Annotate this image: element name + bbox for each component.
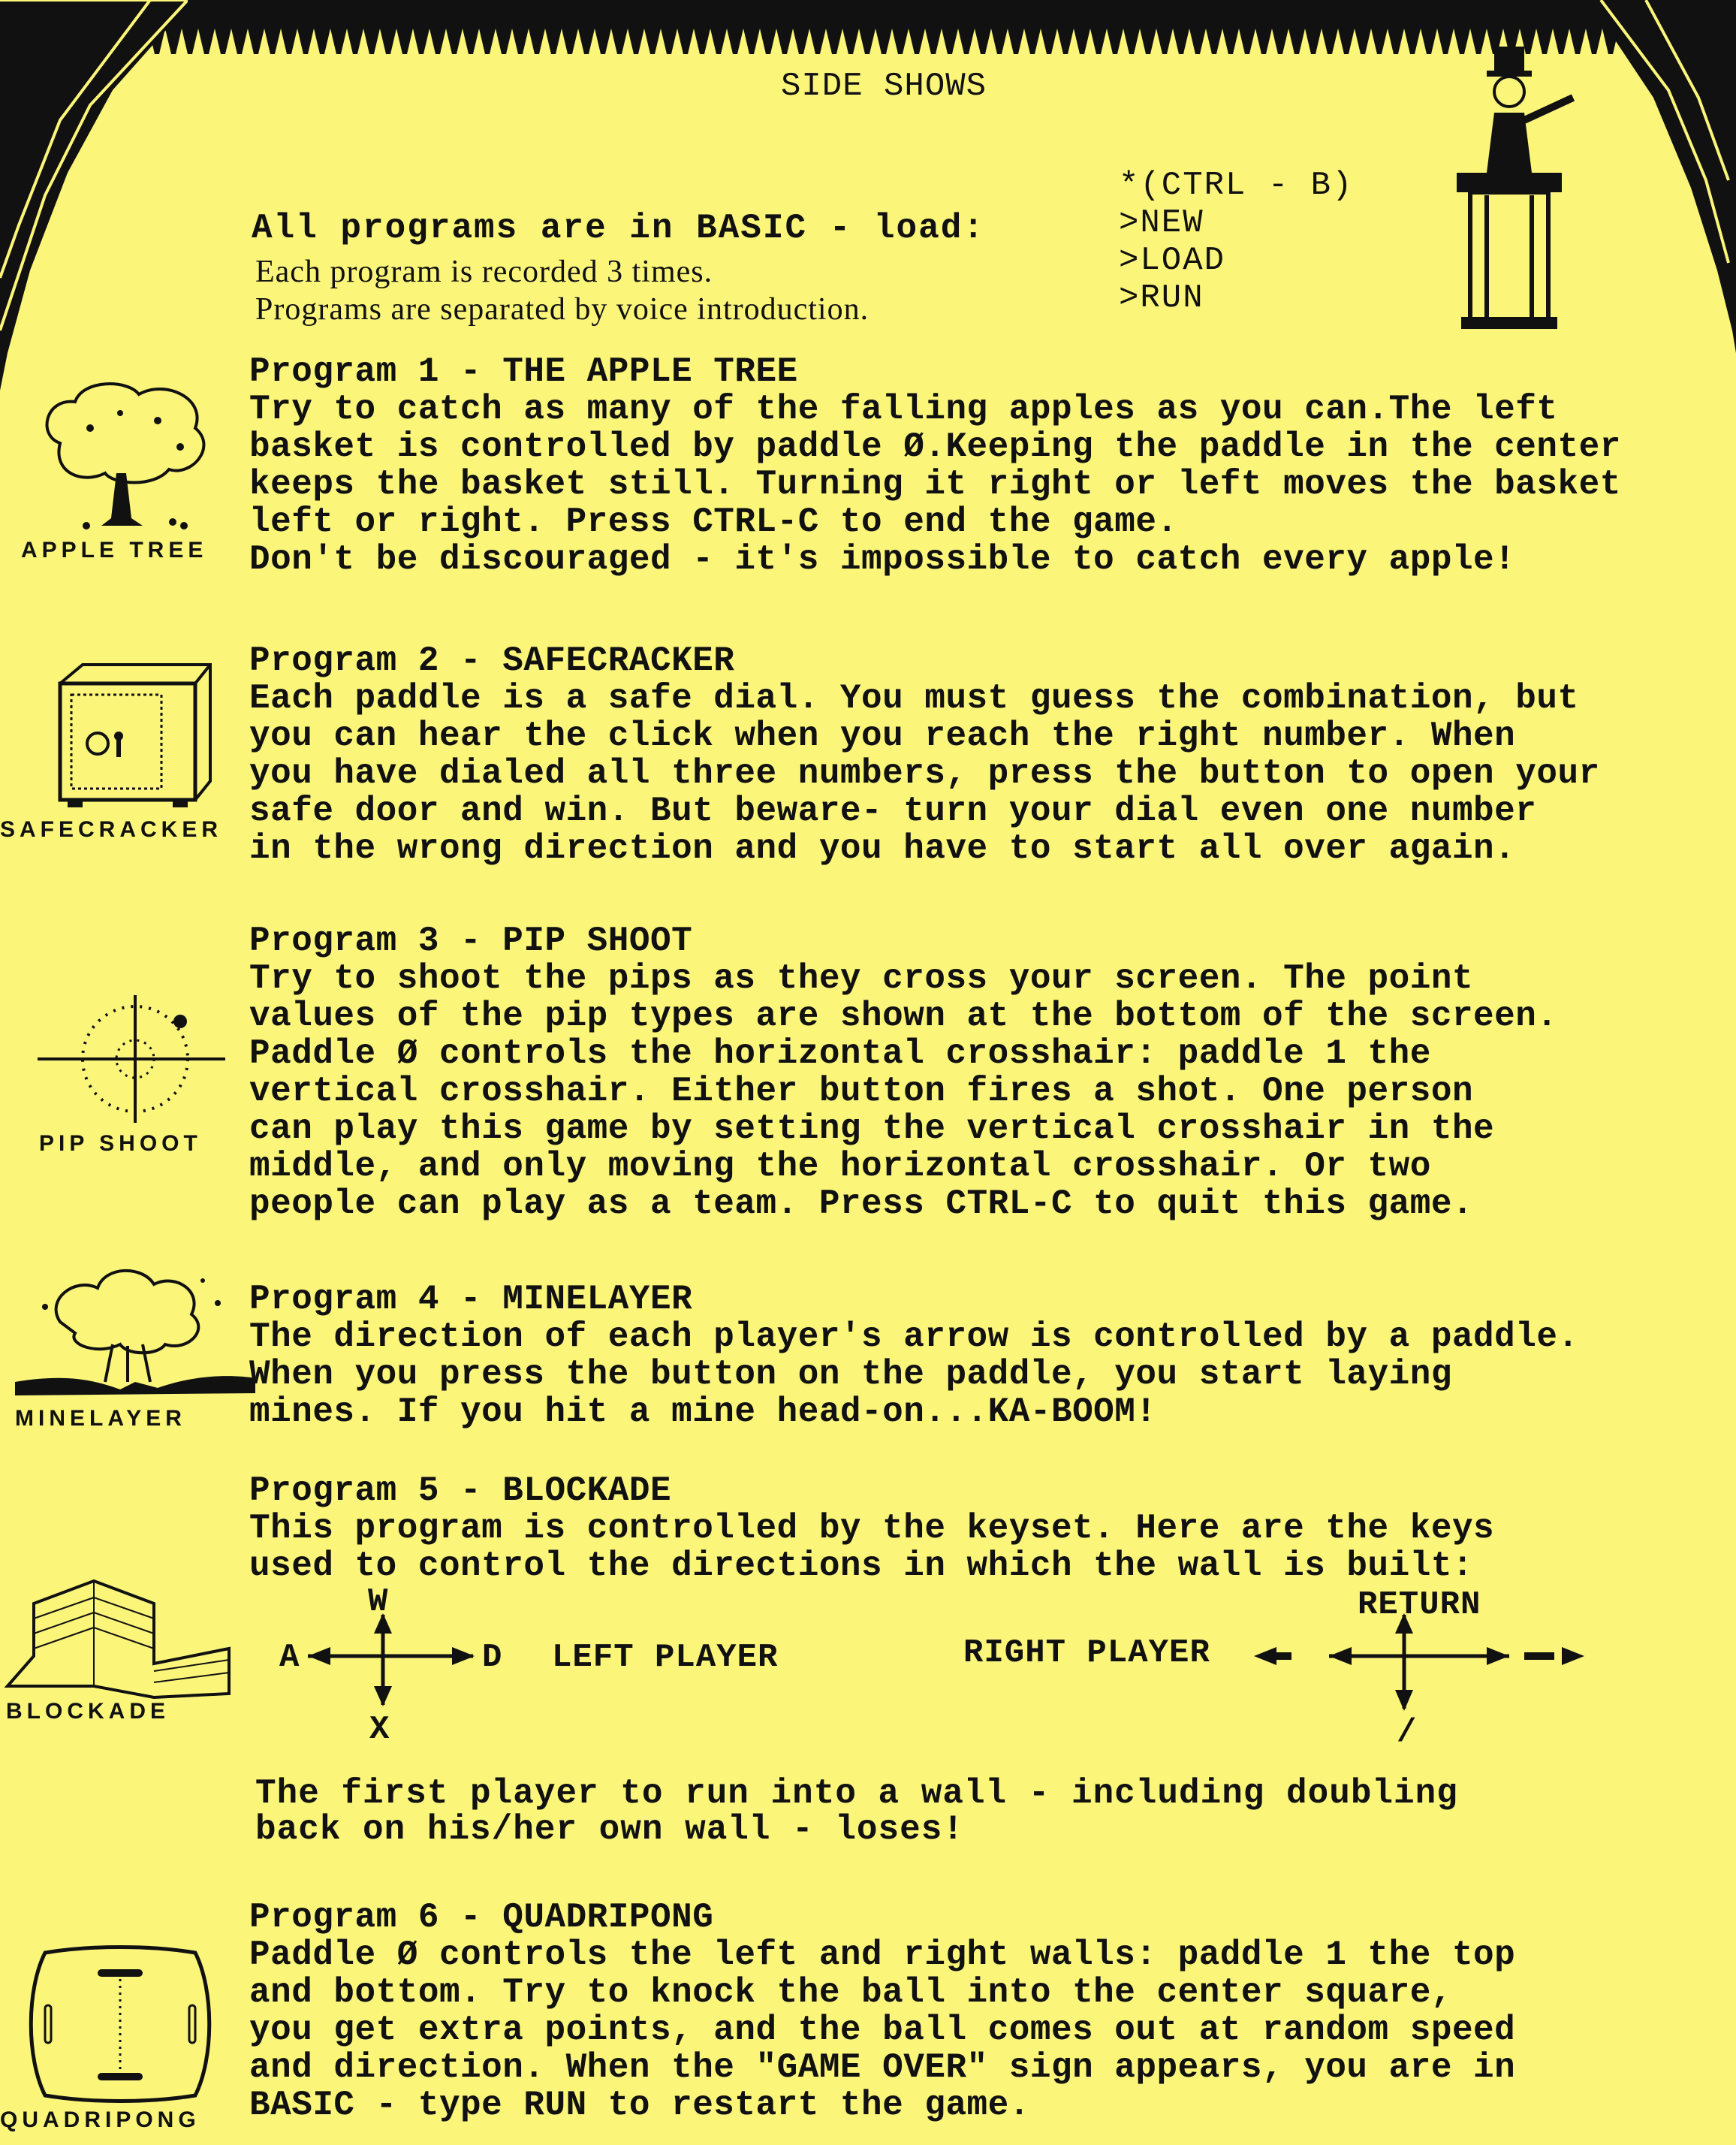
fringe-tassel bbox=[396, 29, 413, 54]
program-6-heading: Program 6 - QUADRIPONG bbox=[249, 1898, 714, 1937]
fringe-tassel bbox=[1272, 29, 1288, 54]
right-player-label: RIGHT PLAYER bbox=[963, 1634, 1210, 1672]
program-1-line: left or right. Press CTRL-C to end the game. bbox=[249, 502, 1178, 542]
program-6 bbox=[249, 1899, 1721, 2124]
icon-label-pip-shoot: PIP SHOOT bbox=[39, 1131, 202, 1156]
program-2-heading: Program 2 - SAFECRACKER bbox=[249, 641, 735, 680]
program-4-heading: Program 4 - MINELAYER bbox=[249, 1280, 693, 1319]
fringe-tassel bbox=[496, 29, 512, 54]
key-w: W bbox=[368, 1583, 389, 1621]
blockade-rule-line: The first player to run into a wall - including doubling bbox=[255, 1774, 1458, 1813]
fringe-tassel bbox=[628, 29, 644, 54]
icon-label-safecracker: SAFECRACKER bbox=[0, 817, 223, 842]
fringe-tassel bbox=[215, 29, 231, 54]
fringe-tassel bbox=[859, 29, 876, 54]
auctioneer-podium-icon bbox=[1442, 45, 1577, 330]
program-6-line: you get extra points, and the ball comes out at random speed bbox=[249, 2011, 1516, 2050]
recording-note: Each program is recorded 3 times. bbox=[255, 255, 713, 289]
fringe-tassel bbox=[545, 29, 562, 54]
fringe-tassel bbox=[1371, 29, 1388, 54]
fringe-tassel bbox=[1156, 29, 1173, 54]
fringe-tassel bbox=[1222, 29, 1239, 54]
crosshair-icon bbox=[38, 991, 233, 1127]
fringe-tassel bbox=[677, 29, 694, 54]
fringe-tassel bbox=[1239, 29, 1255, 54]
fringe-tassel bbox=[991, 29, 1008, 54]
program-1-line: basket is controlled by paddle Ø.Keeping the paddle in the center bbox=[249, 427, 1621, 466]
key-return: RETURN bbox=[1358, 1586, 1481, 1624]
fringe-tassel bbox=[892, 29, 909, 54]
program-2-line: you have dialed all three numbers, press the button to open your bbox=[249, 754, 1600, 793]
fringe-tassel bbox=[297, 29, 314, 54]
program-1-line: Try to catch as many of the falling apples as you can.The left bbox=[249, 390, 1558, 429]
fringe-tassel bbox=[380, 29, 396, 54]
key-a: A bbox=[279, 1639, 300, 1676]
key-x: X bbox=[369, 1711, 390, 1748]
fringe-tassel bbox=[264, 29, 281, 54]
icon-label-blockade: BLOCKADE bbox=[6, 1699, 170, 1724]
fringe-tassel bbox=[512, 29, 529, 54]
program-4 bbox=[249, 1281, 1721, 1431]
program-5 bbox=[249, 1472, 1721, 1585]
program-5-line: used to control the directions in which the wall is built: bbox=[249, 1546, 1474, 1585]
program-2-line: you can hear the click when you reach the right number. When bbox=[249, 717, 1516, 756]
program-3-line: can play this game by setting the vertical crosshair in the bbox=[249, 1109, 1495, 1148]
program-6-line: Paddle Ø controls the left and right walls: paddle 1 the top bbox=[249, 1935, 1516, 1975]
program-3-line: Try to shoot the pips as they cross your screen. The point bbox=[249, 959, 1474, 998]
fringe-tassel bbox=[1388, 29, 1404, 54]
program-1-line: keeps the basket still. Turning it right or left moves the basket bbox=[249, 465, 1621, 504]
program-6-line: BASIC - type RUN to restart the game. bbox=[249, 2086, 1030, 2125]
fringe-tassel bbox=[1107, 29, 1123, 54]
fringe-tassel bbox=[793, 29, 809, 54]
command-new: >NEW bbox=[1119, 204, 1204, 242]
program-1-heading: Program 1 - THE APPLE TREE bbox=[249, 352, 798, 391]
fringe-tassel bbox=[363, 29, 380, 54]
command-load: >LOAD bbox=[1119, 242, 1226, 279]
fringe-tassel bbox=[479, 29, 496, 54]
fringe-tassel bbox=[347, 29, 363, 54]
fringe-tassel bbox=[1189, 29, 1206, 54]
fringe-tassel bbox=[595, 29, 611, 54]
brick-wall-icon bbox=[4, 1573, 237, 1701]
apple-tree-icon bbox=[30, 376, 225, 533]
fringe-tassel bbox=[198, 29, 215, 54]
fringe-tassel bbox=[330, 29, 347, 54]
load-instruction: All programs are in BASIC - load: bbox=[252, 209, 985, 248]
fringe-tassel bbox=[1421, 29, 1437, 54]
fringe-tassel bbox=[1123, 29, 1140, 54]
fringe-tassel bbox=[1074, 29, 1090, 54]
fringe-tassel bbox=[826, 29, 842, 54]
program-2-line: safe door and win. But beware- turn your dial even one number bbox=[249, 792, 1537, 831]
fringe-tassel bbox=[1355, 29, 1371, 54]
fringe-tassel bbox=[909, 29, 925, 54]
fringe-tassel bbox=[1024, 29, 1041, 54]
fringe-tassel bbox=[1008, 29, 1024, 54]
fringe-tassel bbox=[661, 29, 677, 54]
curtain-left bbox=[0, 0, 188, 421]
fringe-tassel bbox=[562, 29, 578, 54]
fringe-tassel bbox=[1404, 29, 1421, 54]
fringe-tassel bbox=[1206, 29, 1222, 54]
fringe-tassel bbox=[710, 29, 727, 54]
program-2-line: Each paddle is a safe dial. You must guess the combination, but bbox=[249, 679, 1579, 718]
fringe-tassel bbox=[248, 29, 264, 54]
icon-label-minelayer: MINELAYER bbox=[15, 1406, 186, 1431]
fringe-tassel bbox=[429, 29, 446, 54]
fringe-tassel bbox=[413, 29, 429, 54]
fringe-tassel bbox=[644, 29, 661, 54]
fringe-tassel bbox=[1305, 29, 1322, 54]
program-3-heading: Program 3 - PIP SHOOT bbox=[249, 922, 693, 961]
icon-label-quadripong: QUADRIPONG bbox=[0, 2107, 200, 2132]
safe-icon bbox=[53, 661, 218, 811]
fringe-tassel bbox=[281, 29, 297, 54]
program-3-line: people can play as a team. Press CTRL-C to quit this game. bbox=[249, 1184, 1474, 1223]
program-6-line: and bottom. Try to knock the ball into the center square, bbox=[249, 1973, 1452, 2012]
fringe-tassel bbox=[776, 29, 793, 54]
page-title: SIDE SHOWS bbox=[781, 68, 987, 105]
fringe-tassel bbox=[1173, 29, 1189, 54]
fringe-tassel bbox=[1140, 29, 1156, 54]
fringe-tassel bbox=[1322, 29, 1338, 54]
program-6-line: and direction. When the "GAME OVER" sign appears, you are in bbox=[249, 2048, 1516, 2087]
fringe-tassel bbox=[975, 29, 991, 54]
fringe-tassel bbox=[611, 29, 628, 54]
fringe-tassel bbox=[876, 29, 892, 54]
program-3-line: middle, and only moving the horizontal crosshair. Or two bbox=[249, 1147, 1431, 1186]
fringe-tassel bbox=[1338, 29, 1355, 54]
fringe-tassel bbox=[760, 29, 776, 54]
fringe-tassel bbox=[1057, 29, 1074, 54]
fringe-tassel bbox=[809, 29, 826, 54]
fringe-tassel bbox=[1041, 29, 1057, 54]
program-3 bbox=[249, 922, 1721, 1223]
explosion-icon bbox=[15, 1262, 255, 1404]
program-4-line: mines. If you hit a mine head-on...KA-BOOM! bbox=[249, 1392, 1157, 1432]
separation-note: Programs are separated by voice introduction. bbox=[255, 292, 870, 327]
fringe-tassel bbox=[578, 29, 595, 54]
command-run: >RUN bbox=[1119, 279, 1204, 317]
fringe-tassel bbox=[1255, 29, 1272, 54]
fringe-tassel bbox=[694, 29, 710, 54]
left-player-label: LEFT PLAYER bbox=[552, 1639, 779, 1676]
fringe-tassel bbox=[529, 29, 545, 54]
command-ctrl-b: *(CTRL - B) bbox=[1119, 167, 1354, 204]
program-1 bbox=[249, 353, 1721, 578]
fringe-tassel bbox=[1090, 29, 1107, 54]
curtain-right bbox=[1578, 0, 1736, 353]
fringe-tassel bbox=[925, 29, 942, 54]
key-slash: / bbox=[1397, 1714, 1418, 1751]
fringe-tassel bbox=[231, 29, 248, 54]
fringe-tassel bbox=[1288, 29, 1305, 54]
tv-screen-pong-icon bbox=[23, 1945, 218, 2103]
program-5-heading: Program 5 - BLOCKADE bbox=[249, 1471, 672, 1510]
program-5-line: This program is controlled by the keyset. Here are the keys bbox=[249, 1509, 1495, 1548]
program-3-line: vertical crosshair. Either button fires a shot. One person bbox=[249, 1072, 1474, 1111]
icon-label-apple-tree: APPLE TREE bbox=[21, 538, 208, 563]
fringe-tassel bbox=[446, 29, 463, 54]
program-3-line: Paddle Ø controls the horizontal crosshair: paddle 1 the bbox=[249, 1034, 1431, 1073]
fringe-tassel bbox=[727, 29, 743, 54]
fringe-tassel bbox=[958, 29, 975, 54]
key-d: D bbox=[482, 1639, 503, 1676]
fringe-tassel bbox=[743, 29, 760, 54]
program-2-line: in the wrong direction and you have to start all over again. bbox=[249, 829, 1516, 868]
fringe-tassel bbox=[842, 29, 859, 54]
fringe-tassel bbox=[942, 29, 958, 54]
fringe-tassel bbox=[463, 29, 479, 54]
fringe-tassel bbox=[314, 29, 330, 54]
program-2 bbox=[249, 642, 1721, 867]
program-3-line: values of the pip types are shown at the bottom of the screen. bbox=[249, 997, 1558, 1036]
program-4-line: When you press the button on the paddle, you start laying bbox=[249, 1355, 1452, 1394]
program-1-line: Don't be discouraged - it's impossible to catch every apple! bbox=[249, 540, 1516, 579]
blockade-rule-line: back on his/her own wall - loses! bbox=[255, 1810, 964, 1849]
program-4-line: The direction of each player's arrow is controlled by a paddle. bbox=[249, 1317, 1579, 1356]
